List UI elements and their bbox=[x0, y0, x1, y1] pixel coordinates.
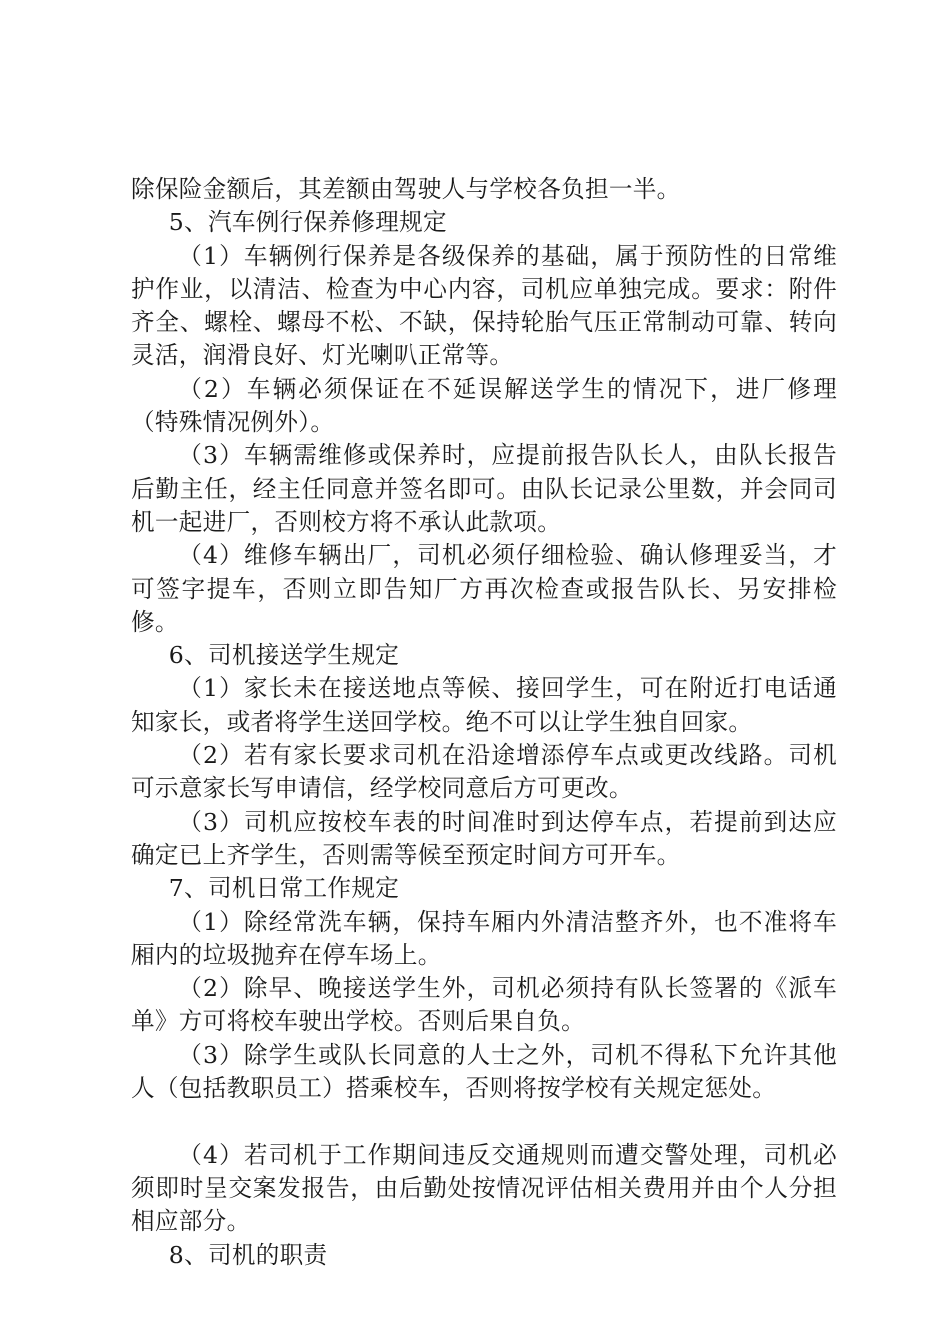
paragraph-7-1: （1）除经常洗车辆，保持车厢内外清洁整齐外，也不准将车厢内的垃圾抛弃在停车场上。 bbox=[131, 907, 837, 969]
paragraph-5-4: （4）维修车辆出厂，司机必须仔细检验、确认修理妥当，才可签字提车，否则立即告知厂方再次检查或报告队长、另安排检修。 bbox=[131, 541, 837, 636]
paragraph-5-3: （3）车辆需维修或保养时，应提前报告队长人，由队长报告后勤主任，经主任同意并签名即可。由队长记录公里数，并会同司机一起进厂，否则校方将不承认此款项。 bbox=[131, 441, 837, 536]
section-heading-6: 6、司机接送学生规定 bbox=[168, 641, 400, 670]
paragraph-6-2: （2）若有家长要求司机在沿途增添停车点或更改线路。司机可示意家长写申请信，经学校同意后方可更改。 bbox=[131, 741, 837, 803]
paragraph-6-1: （1）家长未在接送地点等候、接回学生，可在附近打电话通知家长，或者将学生送回学校。绝不可以让学生独自回家。 bbox=[131, 674, 837, 736]
paragraph-7-2: （2）除早、晚接送学生外，司机必须持有队长签署的《派车单》方可将校车驶出学校。否则后果自负。 bbox=[131, 974, 837, 1036]
blank-line bbox=[131, 1105, 837, 1138]
section-heading-5: 5、汽车例行保养修理规定 bbox=[168, 208, 447, 237]
section-heading-7: 7、司机日常工作规定 bbox=[168, 874, 400, 903]
paragraph-5-1: （1）车辆例行保养是各级保养的基础，属于预防性的日常维护作业，以清洁、检查为中心内容，司机应单独完成。要求：附件齐全、螺栓、螺母不松、不缺，保持轮胎气压正常制动可靠、转向灵活，润滑良好、灯光喇叭正常等。 bbox=[131, 241, 837, 370]
paragraph-7-3: （3）除学生或队长同意的人士之外，司机不得私下允许其他人（包括教职员工）搭乘校车，否则将按学校有关规定惩处。 bbox=[131, 1040, 837, 1103]
paragraph-continuation: 除保险金额后，其差额由驾驶人与学校各负担一半。 bbox=[131, 175, 681, 203]
paragraph-5-2: （2）车辆必须保证在不延误解送学生的情况下，进厂修理（特殊情况例外）。 bbox=[131, 374, 837, 437]
section-heading-8: 8、司机的职责 bbox=[168, 1240, 328, 1269]
paragraph-7-4: （4）若司机于工作期间违反交通规则而遭交警处理，司机必须即时呈交案发报告，由后勤处按情况评估相关费用并由个人分担相应部分。 bbox=[131, 1140, 837, 1236]
paragraph-6-3: （3）司机应按校车表的时间准时到达停车点，若提前到达应确定已上齐学生，否则需等候至预定时间方可开车。 bbox=[131, 807, 837, 869]
document-body bbox=[131, 173, 837, 1272]
